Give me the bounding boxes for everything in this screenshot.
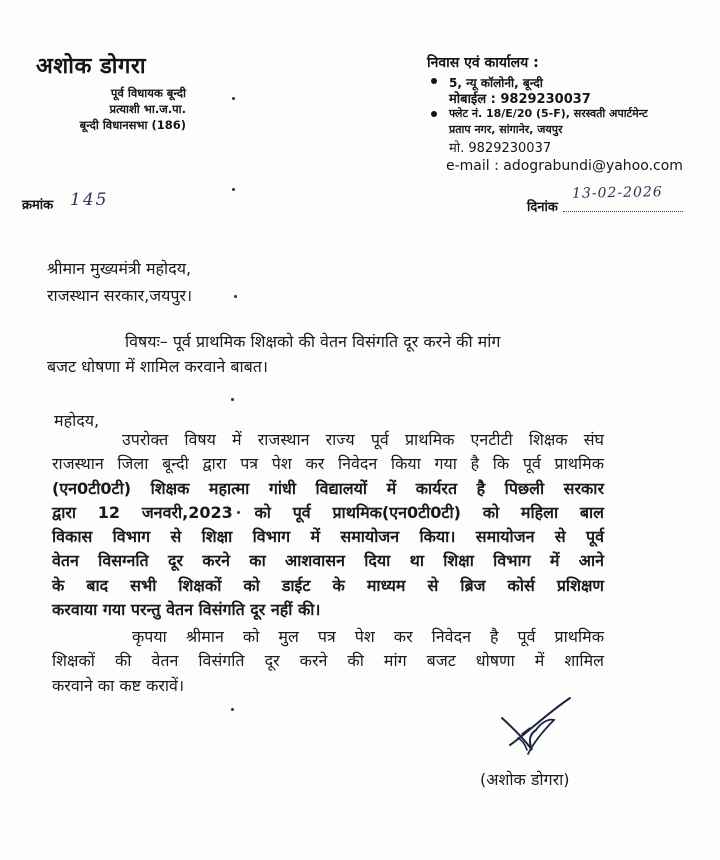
bullet-icon [431, 78, 437, 84]
paragraph-line: राजस्थान जिला बून्दी द्वारा पत्र पेश कर निवेदन किया गया है कि पूर्व प्राथमिक [52, 454, 604, 474]
email-address: e-mail : adograbundi@yahoo.com [446, 158, 683, 174]
address2-line1: फ्लेट नं. 18/E/20 (5-F), सरस्वती अपार्टमेन्ट [449, 107, 648, 120]
reference-number: 145 [70, 190, 109, 210]
bullet-icon [431, 111, 437, 117]
scan-dot [231, 708, 234, 711]
paragraph-line: करवाने का कष्ट करावें। [52, 675, 185, 695]
paragraph-line: द्वारा 12 जनवरी,2023 को पूर्व प्राथमिक(एन0टी0टी) को महिला बाल [52, 502, 604, 522]
date-label: दिनांक [527, 200, 558, 215]
paragraph-line: करवाया गया परन्तु वेतन विसंगति दूर नहीं की। [52, 600, 321, 620]
paragraph-line: विकास विभाग से शिक्षा विभाग में समायोजन किया। समायोजन से पूर्व [52, 527, 604, 547]
date-value: 13-02-2026 [571, 184, 663, 202]
scan-dot [232, 188, 235, 191]
scan-dot [232, 97, 235, 100]
letterhead-name: अशोक डोगरा [36, 54, 147, 79]
date-dotted-line [563, 200, 683, 212]
office-title: निवास एवं कार्यालय : [427, 55, 539, 71]
salutation: महोदय, [54, 411, 100, 430]
paragraph-line: उपरोक्त विषय में राजस्थान राज्य पूर्व प्राथमिक एनटीटी शिक्षक संघ [122, 430, 604, 449]
paragraph-line: के बाद सभी शिक्षकों को डाईट के माध्यम से ब्रिज कोर्स प्रशिक्षण [52, 575, 604, 595]
signature-image [470, 690, 590, 765]
paragraph-line: शिक्षकों की वेतन विसंगति दूर करने की मांग बजट धोषणा में शामिल [52, 651, 604, 671]
subject-line2: बजट धोषणा में शामिल करवाने बाबत। [47, 357, 268, 376]
body-paragraph-1 [52, 428, 604, 622]
scan-dot [231, 398, 234, 401]
paragraph-line: (एन0टी0टी) शिक्षक महात्मा गांधी विद्यालयों में कार्यरत है पिछली सरकार [52, 478, 604, 498]
addressee-line1: श्रीमान मुख्यमंत्री महोदय, [47, 259, 192, 278]
reference-label: क्रमांक [22, 198, 54, 213]
scan-dot [234, 295, 237, 298]
paragraph-line: कृपया श्रीमान को मुल पत्र पेश कर निवेदन है पूर्व प्राथमिक [132, 627, 604, 646]
body-paragraph-2 [52, 625, 604, 698]
signatory-name: (अशोक डोगरा) [480, 770, 570, 789]
address2-mobile: मो. 9829230037 [449, 141, 552, 156]
paragraph-line: वेतन विसग्नति दूर करने का आशवासन दिया था शिक्षा विभाग में आने [52, 551, 604, 571]
address2-line2: प्रताप नगर, सांगानेर, जयपुर [449, 123, 563, 136]
letterhead-designation: पूर्व विधायक बून्दी [110, 86, 186, 100]
letterhead-party: प्रत्याशी भा.ज.पा. [109, 102, 186, 116]
subject-line1: विषयः– पूर्व प्राथमिक शिक्षको की वेतन विसंगति दूर करने की मांग [125, 332, 501, 351]
addressee-line2: राजस्थान सरकार,जयपुर। [47, 286, 193, 305]
address1-line1: 5, न्यू कॉलोनी, बून्दी [449, 76, 543, 90]
letterhead-constituency: बून्दी विधानसभा (186) [79, 118, 186, 132]
address1-mobile: मोबाईल : 9829230037 [449, 92, 591, 107]
